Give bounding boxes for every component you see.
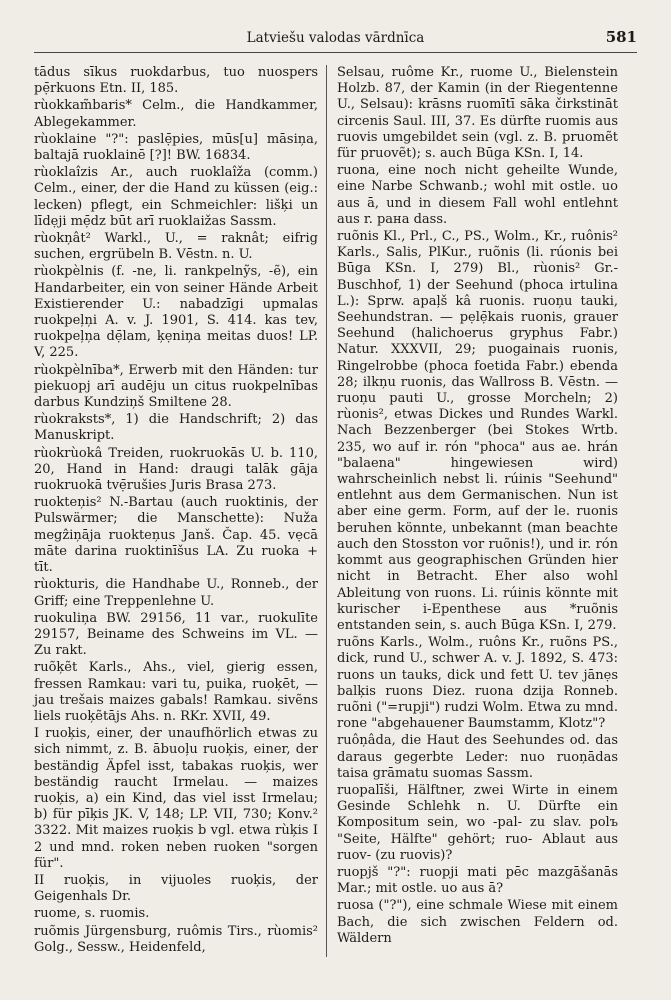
dictionary-entry: I ruoķis, einer, der unaufhörlich etwas zu sich nimmt, z. B. ābuoļu ruoķis, einer, der beständig Äpfel isst, tabakas ruoķis, wer beständig raucht Irmelau. — maizes ruoķis, a) ein Kind, das viel isst Irmelau; b) für pīķis JK. V, 148; LP. VII, 730; Konv.² 3322. Mit maizes ruoķis b vgl. etwa rùķis I 2 und mnd. roken neben ruoken "sorgen für".: [34, 726, 318, 871]
dictionary-entry: tādus sīkus ruokdarbus, tuo nuospers pẹ̄rkuons Etn. II, 185.: [34, 65, 318, 97]
dictionary-entry: rùokkam̃baris* Celm., die Handkammer, Ablegekammer.: [34, 98, 318, 130]
text-columns: [34, 65, 637, 957]
dictionary-entry: ruosa ("?"), eine schmale Wiese mit einem Bach, die sich zwischen Feldern od. Wäldern: [337, 898, 618, 946]
dictionary-entry: rùoklaîzis Ar., auch ruoklaîža (comm.) Celm., einer, der die Hand zu küssen (eig.: lecken) pflegt, ein Schmeichler: lišķi un līdẹji mẹ̄dz būt arī ruoklaižas Sassm.: [34, 165, 318, 229]
dictionary-entry: ruokteņis² N.-Bartau (auch ruoktinis, der Pulswärmer; die Manschette): Nuža megẑiņāja ruokteņus Janš. Čap. 45. vẹcā māte darina ruoktinīšus LA. Zu ruoka + tīt.: [34, 495, 318, 576]
dictionary-entry: rùokpèlnība*, Erwerb mit den Händen: tur piekuopj arī audēju un citus ruokpelnības darbus Kundziņš Smiltene 28.: [34, 362, 318, 411]
dictionary-entry: ruõķẽt Karls., Ahs., viel, gierig essen, fressen Ramkau: vari tu, puika, ruoķēt, — jau trešais maizes gabals! Ramkau. sivẽns liels ruoķẽtājs Ahs. n. RKr. XVII, 49.: [34, 660, 318, 724]
page-number: 581: [605, 28, 637, 46]
running-header: [34, 30, 637, 53]
dictionary-entry: ruõnis Kl., Prl., C., PS., Wolm., Kr., ruônis² Karls., Salis, PlKur., ruõnis (li. rúonis bei Būga KSn. I, 279) Bl., rùonis² Gr.-Buschhof, 1) der Seehund (phoca irtulina L.): Sprw. apaļš kâ ruonis. ruoņu tauki, Seehundstran. — pẹlẹ̄kais ruonis, grauer Seehund (halichoerus gryphus Fabr.) Natur. XXXVII, 29; puogainais ruonis, Ringelrobbe (phoca foetida Fabr.) ebenda 28; ilkņu ruonis, das Wallross B. Vēstn. — ruoņu pauti U., grosse Morcheln; 2) rùonis², etwas Dickes und Rundes Warkl. Nach Bezzenberger (bei Stokes Wrtb. 235, wo auf ir. rón "phoca" aus ae. hrán "balaena" hingewiesen wird) wahrscheinlich nebst li. rúinis "Seehund" entlehnt aus dem Germanischen. Nun ist aber eine germ. Form, auf der le. ruonis beruhen könnte, unbekannt (man beachte auch den Stosston vor ruõnis!), und ir. rón kommt aus geographischen Gründen hier nicht in Betracht. Eher also wohl Ableitung von ruons. Li. rúinis könnte mit kurischer i-Epenthese aus *ruõnis entstanden sein, s. auch Būga KSn. I, 279.: [337, 229, 618, 633]
left-column: [34, 65, 326, 957]
dictionary-entry: ruôņâda, die Haut des Seehundes od. das daraus gegerbte Leder: nuo ruoņādas taisa grāmatu suomas Sassm.: [337, 733, 618, 781]
right-column: [326, 65, 618, 957]
dictionary-entry: ruopjš "?": ruopji mati pēc mazgāšanās Mar.; mit ostle. uo aus ā?: [337, 864, 618, 897]
dictionary-entry: II ruoķis, in vijuoles ruoķis, der Geigenhals Dr.: [34, 872, 318, 905]
dictionary-entry: rùoklaine "?": paslẹ̄pies, mūs[u] māsiņa, baltajā ruoklainē [?]! BW. 16834.: [34, 131, 318, 164]
page-title: Latviešu valodas vārdnīca: [246, 30, 425, 46]
dictionary-entry: ruopalīši, Hälftner, zwei Wirte in einem Gesinde Schlehk n. U. Dürfte ein Kompositum sein, wo -pal- zu slav. polъ "Seite, Hälfte" gehört; ruo- Ablaut aus ruov- (zu ruovis)?: [337, 782, 618, 863]
dictionary-entry: ruome, s. ruomis.: [34, 906, 150, 922]
dictionary-entry: rùokrùokâ Treiden, ruokruokās U. b. 110, 20, Hand in Hand: draugi talāk gāja ruokruokā tvẹ̄rušies Juris Brasa 273.: [34, 445, 318, 494]
dictionary-entry: ruõmis Jürgensburg, ruômis Tirs., rùomis² Golg., Sessw., Heidenfeld,: [34, 923, 318, 955]
dictionary-entry: rùokņât² Warkl., U., = raknât; eifrig suchen, ergrübeln B. Vēstn. n. U.: [34, 231, 318, 263]
dictionary-entry: ruona, eine noch nicht geheilte Wunde, eine Narbe Schwanb.; wohl mit ostle. uo aus ā, und in diesem Fall wohl entlehnt aus r. рана dass.: [337, 163, 618, 227]
dictionary-entry: rùokturis, die Handhabe U., Ronneb., der Griff; eine Treppenlehne U.: [34, 577, 318, 609]
dictionary-entry: Selsau, ruôme Kr., ruome U., Bielenstein Holzb. 87, der Kamin (in der Riegentenne U., Selsau): krāsns ruomītī sāka čirkstināt circenis Saul. III, 37. Es dürfte ruomis aus ruovis umgebildet sein (vgl. z. B. pruomẽt für pruovẽt); s. auch Būga KSn. I, 14.: [337, 65, 618, 162]
dictionary-entry: rùokpèlnis (f. -ne, li. rankpelnỹs, -ẽ), ein Handarbeiter, ein von seiner Hände Arbeit Existierender U.: nabadzīgi upmalas ruokpeļņi A. v. J. 1901, S. 414. kas tev, ruokpeļņa dẹ̄lam, ķẹniņa meitas duos! LP. V, 225.: [34, 264, 318, 361]
dictionary-entry: ruõns Karls., Wolm., ruôns Kr., ruõns PS., dick, rund U., schwer A. v. J. 1892, S. 473: ruons un tauks, dick und fett U. tev jānẹs balķis ruons Diez. ruona dzija Ronneb. ruõni ("=rupji") rudzi Wolm. Etwa zu mnd. rone "abgehauener Baumstamm, Klotz"?: [337, 635, 618, 732]
dictionary-entry: ruokuliņa BW. 29156, 11 var., ruokulīte 29157, Beiname des Schweins im VL. — Zu rakt.: [34, 610, 318, 659]
dictionary-entry: rùokraksts*, 1) die Handschrift; 2) das Manuskript.: [34, 412, 318, 444]
